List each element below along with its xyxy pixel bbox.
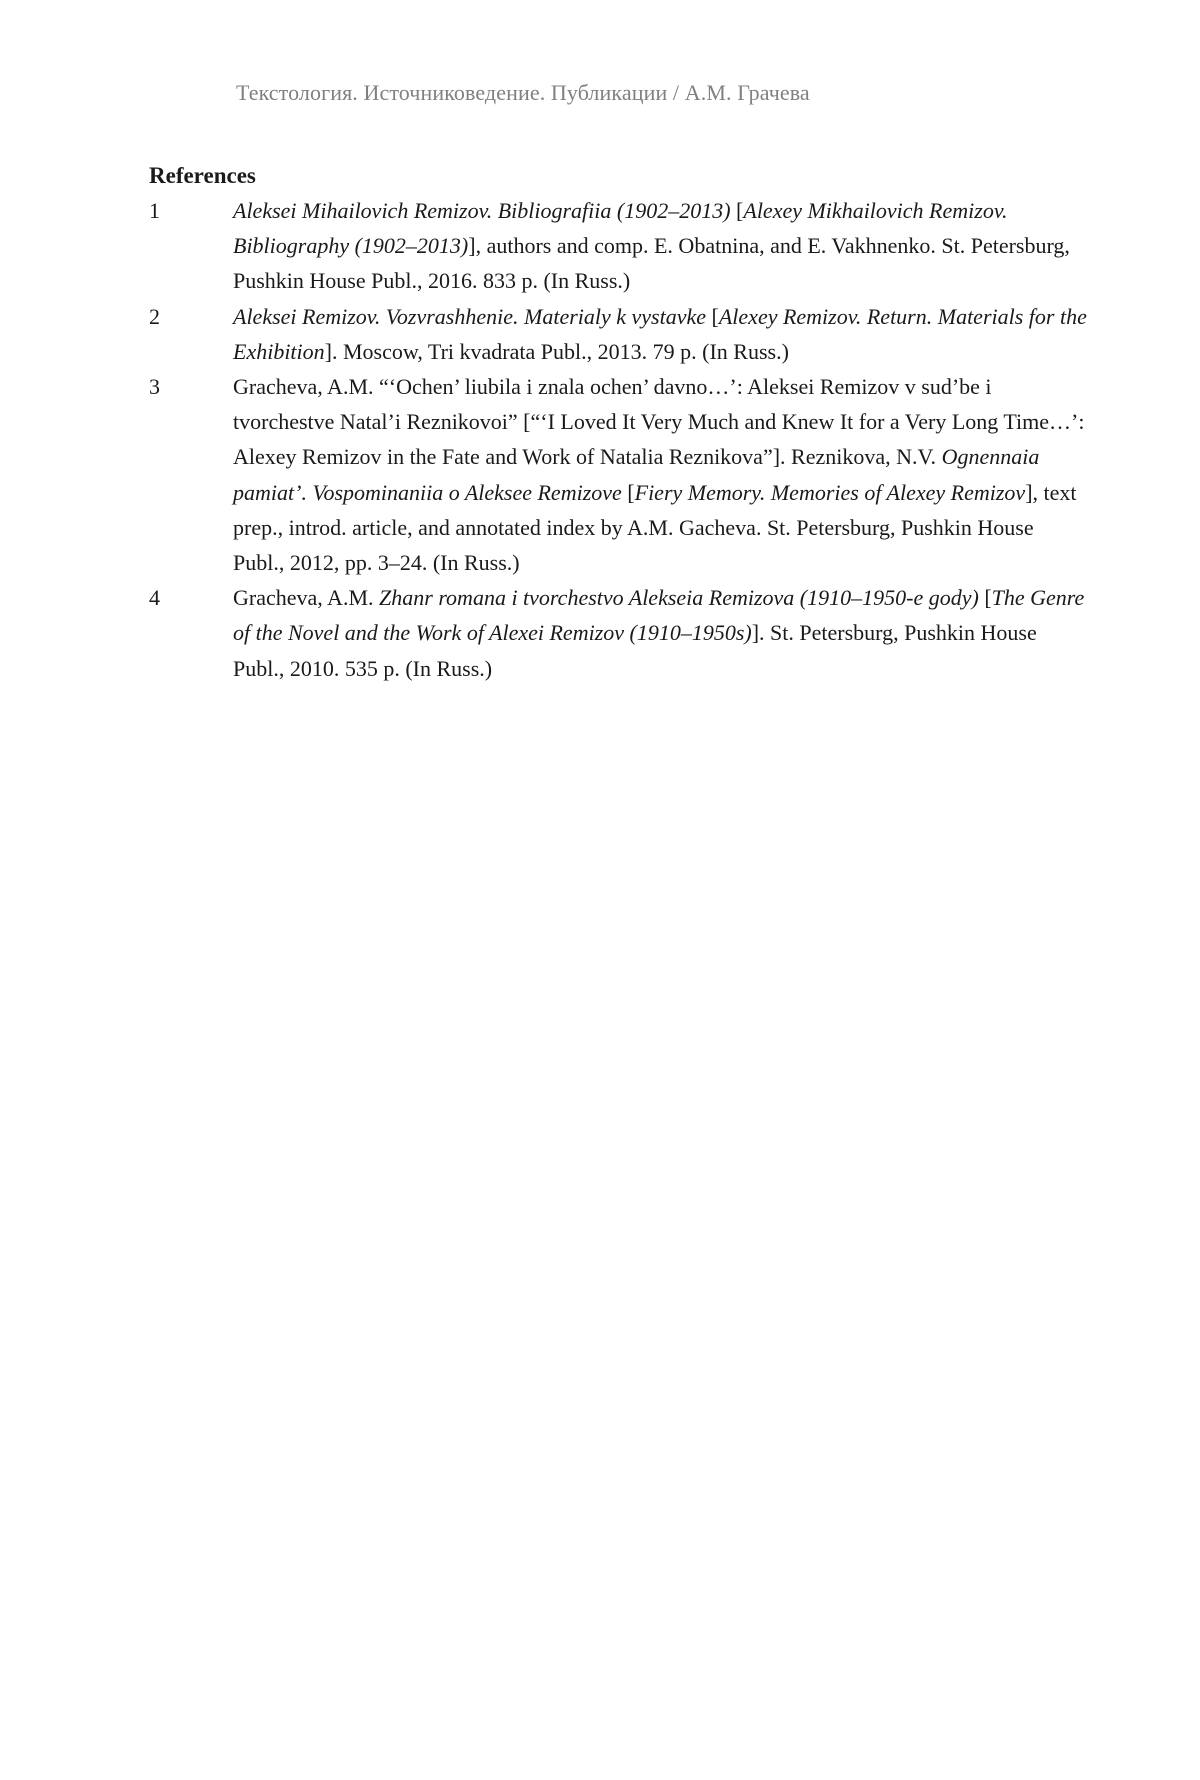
reference-text-segment: Gracheva, A.M. [233, 585, 380, 611]
reference-text-segment: ]. Moscow, Tri kvadrata Publ., 2013. 79 p. (In Russ.) [324, 338, 789, 364]
reference-text-segment: [ [621, 479, 635, 505]
reference-item [149, 580, 1089, 686]
reference-text-segment: ]. St. Petersburg, Pushkin House Publ., 2010. 535 p. (In Russ.) [233, 620, 1037, 681]
reference-title-italic: Zhanr romana i tvorchestvo Alekseia Remizova (1910–1950-e gody) [379, 585, 979, 611]
reference-text-segment: ], text prep., introd. article, and annotated index by A.M. Gacheva. St. Petersburg, Pushkin House Publ., 2012, pp. 3–24. (In Russ.) [233, 479, 1077, 576]
reference-number: 1 [149, 198, 160, 223]
reference-title-italic: The Genre of the Novel and the Work of Alexei Remizov (1910–1950s) [233, 585, 1085, 646]
reference-text-segment: [ [978, 585, 992, 611]
reference-text-segment: [ [706, 303, 719, 329]
reference-title-italic: Ognennaia pamiat’. Vospominaniia o Aleksee Remizove [233, 444, 1040, 505]
reference-text [233, 299, 1089, 369]
reference-number: 3 [149, 374, 160, 400]
reference-text-segment: ], authors and comp. E. Obatnina, and E. Vakhnenko. St. Petersburg, Pushkin House Publ., 2016. 833 p. (In Russ.) [233, 233, 1070, 294]
reference-item [149, 193, 1089, 299]
reference-number: 4 [149, 585, 160, 611]
references-heading: References [149, 163, 256, 188]
reference-item [149, 369, 1089, 580]
reference-text [233, 580, 1089, 686]
reference-text-segment: Gracheva, A.M. “‘Ochen’ liubila i znala ochen’ davno…’: Aleksei Remizov v sud’be i tvorchestve Natal’i Reznikovoi” [“‘I Loved It Very Much and Knew It for a Very Long Time…’: Alexey Remizov in the Fate and Work of Natalia Reznikova”]. Reznikova, N.V. [233, 374, 1085, 470]
reference-text [233, 369, 1089, 580]
reference-text-segment: [ [730, 198, 744, 223]
reference-title-italic: Aleksei Mihailovich Remizov. Bibliografiia (1902–2013) [233, 198, 731, 223]
reference-title-italic: Aleksei Remizov. Vozvrashhenie. Materialy k vystavke [233, 303, 707, 329]
references-section [149, 158, 1089, 686]
reference-item [149, 299, 1089, 369]
reference-title-italic: Alexey Remizov. Return. Materials for the Exhibition [233, 303, 1087, 364]
references-list [149, 193, 1089, 686]
reference-number: 2 [149, 303, 160, 329]
running-header: Текстология. Источниковедение. Публикации / А.М. Грачева [236, 80, 810, 105]
reference-title-italic: Alexey Mikhailovich Remizov. Bibliography (1902–2013) [233, 198, 1008, 259]
reference-title-italic: Fiery Memory. Memories of Alexey Remizov [634, 479, 1026, 505]
reference-text [233, 193, 1089, 299]
